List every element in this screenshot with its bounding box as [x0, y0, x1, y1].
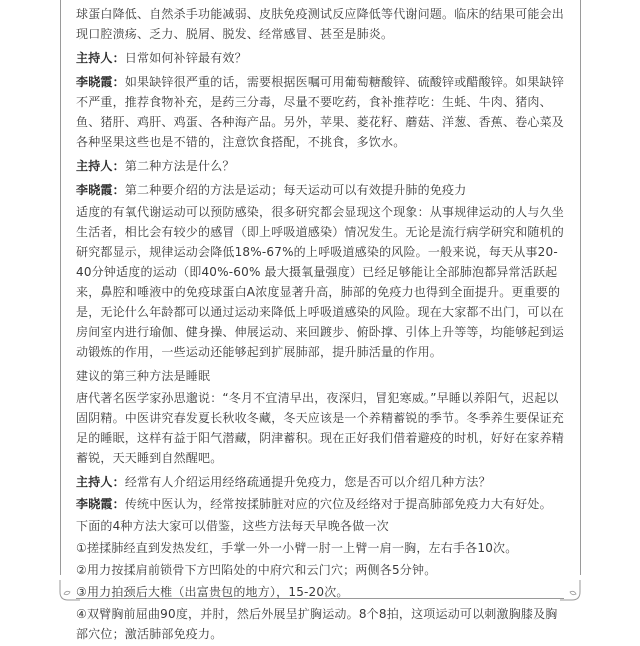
paragraph-text: 第二种要介绍的方法是运动；每天运动可以有效提升肺的免疫力	[124, 183, 467, 197]
paragraph-text: 球蛋白降低、自然杀手功能减弱、皮肤免疫测试反应降低等代谢问题。临床的结果可能会出现口腔溃疡、乏力、脱屑、脱发、经常感冒、甚至是肺炎。	[76, 7, 565, 41]
speaker-label: 主持人：	[76, 51, 125, 65]
speaker-label: 主持人：	[76, 475, 125, 489]
paragraph	[76, 202, 568, 362]
paragraph-text: 适度的有氧代谢运动可以预防感染，很多研究都会显现这个现象：从事规律运动的人与久坐生活者，相比会有较少的感冒（即上呼吸道感染）情况发生。无论是流行病学研究和随机的研究都显示，规律运动会降低18%-67%的上呼吸道感染的风险。一般来说，每天从事20-40分钟适度的运动（即40%-60% 最大摄氧量强度）已经足够能让全部肺泡都异常活跃起来，鼻腔和唾液中的免疫球蛋白A浓度显著升高，肺部的免疫力也得到全面提升。更重要的是，无论什么年龄都可以通过运动来降低上呼吸道感染的风险。现在大家都不出门，可以在房间室内进行瑜伽、健身操、伸展运动、来回踱步、俯卧撑、引体上升等等，均能够起到运动锻炼的作用，一些运动还能够起到扩展肺部，提升肺活量的作用。	[76, 205, 565, 359]
paragraph-text: ③用力拍颈后大椎（出富贵包的地方），15-20次。	[76, 585, 349, 599]
speaker-label: 李晓霞：	[76, 75, 125, 89]
paragraph	[76, 72, 568, 152]
paragraph	[76, 4, 568, 44]
section-heading	[76, 366, 568, 386]
article-body	[76, 4, 568, 646]
paragraph	[76, 156, 568, 176]
list-item	[76, 604, 568, 644]
paragraph	[76, 472, 568, 492]
speaker-label: 李晓霞：	[76, 497, 125, 511]
speaker-label: 李晓霞：	[76, 183, 125, 197]
speaker-label: 主持人：	[76, 159, 125, 173]
paragraph	[76, 388, 568, 468]
paragraph-text: 日常如何补锌最有效？	[124, 51, 247, 65]
list-item	[76, 538, 568, 558]
paragraph-text: ②用力按揉肩前锁骨下方凹陷处的中府穴和云门穴；两侧各5分钟。	[76, 563, 437, 577]
paragraph	[76, 516, 568, 536]
paragraph-text: 下面的4种方法大家可以借鉴，这些方法每天早晚各做一次	[76, 519, 389, 533]
paragraph-text: 唐代著名医学家孙思邈说：“冬月不宜清早出，夜深归，冒犯寒威。”早睡以养阳气，迟起以固阴精。中医讲究春发夏长秋收冬藏，冬天应该是一个养精蓄锐的季节。冬季养生要保证充足的睡眠，这样有益于阳气潜藏，阴津蓄积。现在正好我们借着避疫的时机，好好在家养精蓄锐，天天睡到自然醒吧。	[76, 391, 565, 465]
frame-right-line	[580, 0, 581, 575]
list-item	[76, 582, 568, 602]
frame-left-line	[60, 0, 61, 575]
paragraph-text: 第二种方法是什么？	[124, 159, 235, 173]
paragraph	[76, 494, 568, 514]
paragraph	[76, 180, 568, 200]
paragraph	[76, 48, 568, 68]
paragraph-text: 传统中医认为，经常按揉肺脏对应的穴位及经络对于提高肺部免疫力大有好处。	[124, 497, 552, 511]
paragraph-text: 建议的第三种方法是睡眠	[76, 369, 211, 383]
paragraph-text: 如果缺锌很严重的话，需要根据医嘱可用葡萄糖酸锌、硫酸锌或醋酸锌。如果缺锌不严重，推荐食物补充，是药三分毒，尽量不要吃药，食补推荐吃：生蚝、牛肉、猪肉、鱼、猪肝、鸡肝、鸡蛋、各种海产品。另外，苹果、菱花籽、蘑菇、洋葱、香蕉、卷心菜及各种坚果这些也是不错的，注意饮食搭配，不挑食，多饮水。	[76, 75, 565, 149]
paragraph-text: ④双臂胸前屈曲90度，并肘，然后外展呈扩胸运动。8个8拍，这项运动可以刺激胸膝及胸部穴位；激活肺部免疫力。	[76, 607, 558, 641]
paragraph-text: ①搓揉肺经直到发热发红，手掌一外一小臂一肘一上臂一肩一胸，左右手各10次。	[76, 541, 518, 555]
paragraph-text: 经常有人介绍运用经络疏通提升免疫力，您是否可以介绍几种方法？	[124, 475, 491, 489]
list-item	[76, 560, 568, 580]
